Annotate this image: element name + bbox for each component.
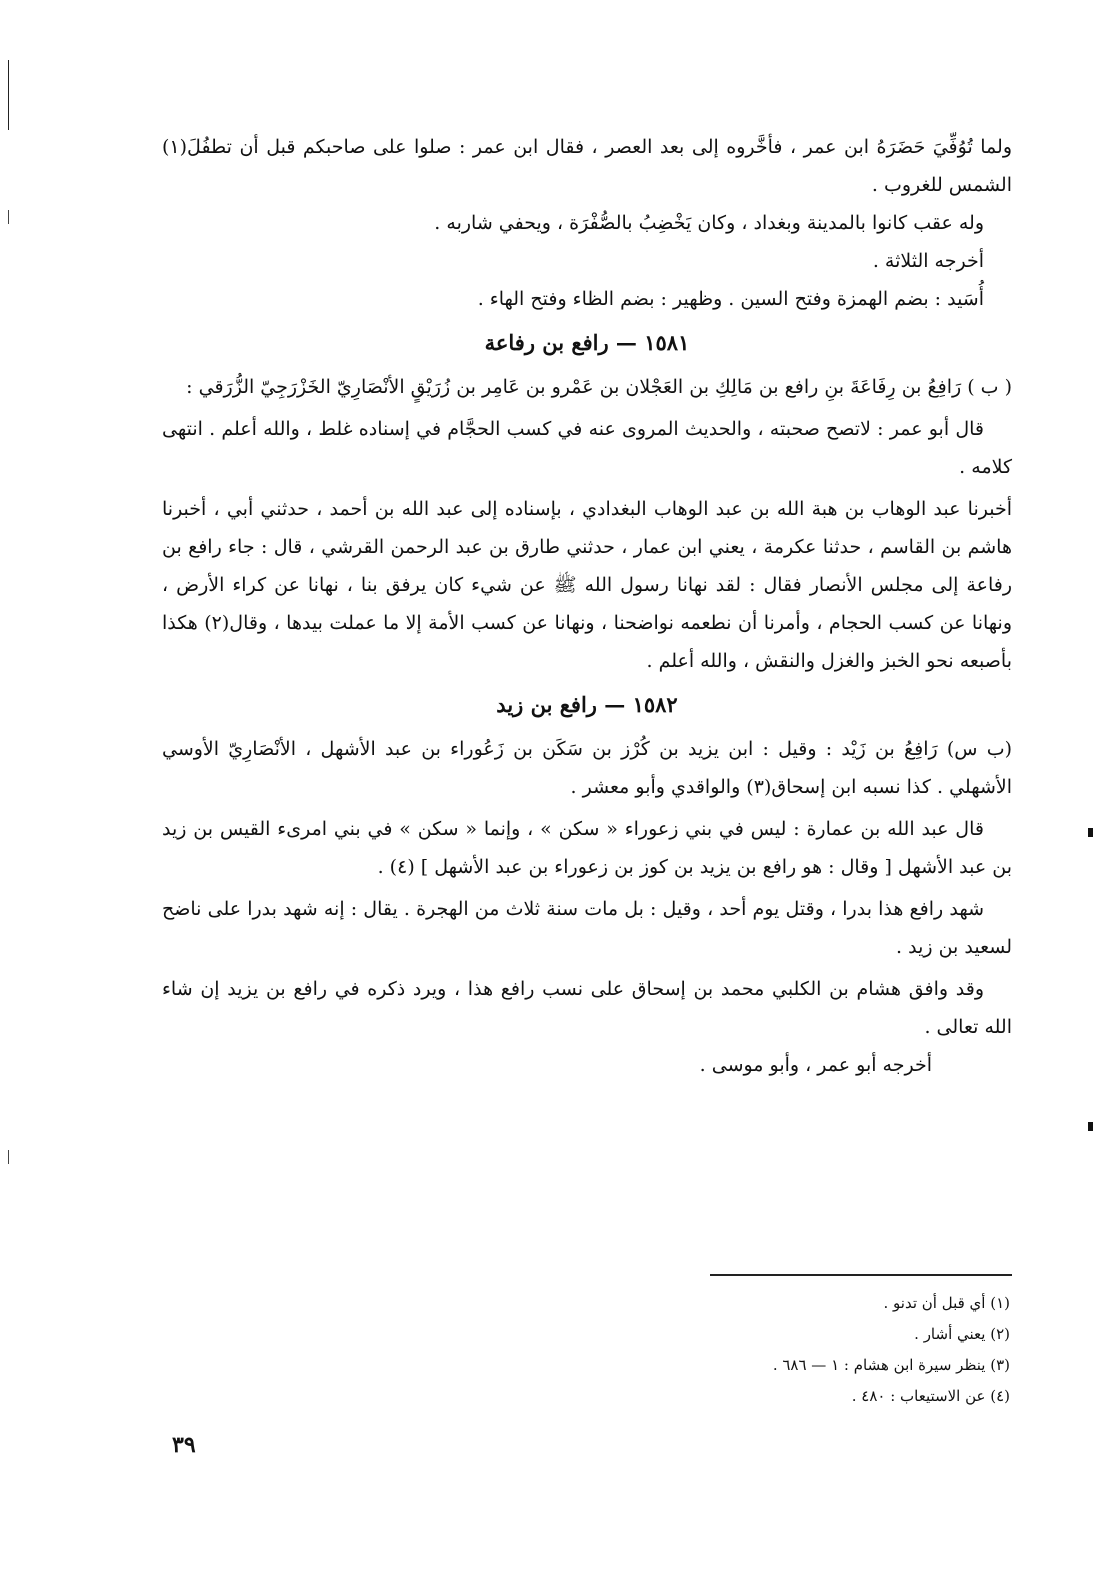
footnote: (٤) عن الاستيعاب : ٤٨٠ . xyxy=(851,1387,1010,1405)
footnote: (١) أي قبل أن تدنو . xyxy=(883,1294,1010,1312)
entry-heading: ١٥٨١ — رافع بن رفاعة xyxy=(484,330,690,355)
page-number: ٣٩ xyxy=(172,1432,196,1458)
scan-margin-line xyxy=(8,60,9,130)
scan-edge-mark xyxy=(1088,1122,1093,1131)
scan-edge-mark xyxy=(1088,828,1093,837)
paragraph: ( ب ) رَافِعُ بن رِفَاعَةَ بنِ رافع بن مَالِكِ بن العَجْلان بن عَمْرو بن عَامِر بن زُرَيْقٍ الأنْصَارِيّ الخَزْرَجِيّ الزُّرَقي : xyxy=(186,376,1012,398)
paragraph: (ب س) رَافِعُ بن زَيْد : وقيل : ابن يزيد بن كُرْز بن سَكَن بن زَعُوراء بن عبد الأشهل ، الأنْصَارِيّ الأوسي الأشهلي . كذا نسبه ابن إسحاق(٣) والواقدي وأبو معشر . xyxy=(162,738,1012,798)
paragraph: ولما تُوُفِّيَ حَضَرَهُ ابن عمر ، فأخَّروه إلى بعد العصر ، فقال ابن عمر : صلوا على صاحبكم قبل أن تطفُلَ(١) الشمس للغروب . xyxy=(162,136,1012,196)
footnotes xyxy=(640,1274,1010,1412)
footnote: (٢) يعني أشار . xyxy=(914,1325,1010,1343)
paragraph: وقد وافق هشام بن الكلبي محمد بن إسحاق على نسب رافع هذا ، ويرد ذكره في رافع بن يزيد إن شاء الله تعالى . xyxy=(162,978,1012,1038)
paragraph: أخرجه أبو عمر ، وأبو موسى . xyxy=(699,1054,932,1076)
paragraph: قال أبو عمر : لاتصح صحبته ، والحديث المروى عنه في كسب الحجَّام في إسناده غلط ، والله أعلم . انتهى كلامه . xyxy=(162,418,1012,478)
main-text xyxy=(162,128,1012,1084)
scan-margin-tick xyxy=(8,210,9,224)
paragraph: وله عقب كانوا بالمدينة وبغداد ، وكان يَخْضِبُ بالصُّفْرَة ، ويحفي شاربه . xyxy=(434,212,984,234)
entry-heading: ١٥٨٢ — رافع بن زيد xyxy=(496,692,678,717)
paragraph: أُسَيد : بضم الهمزة وفتح السين . وظهير : بضم الظاء وفتح الهاء . xyxy=(477,288,984,310)
paragraph: أخرجه الثلاثة . xyxy=(872,250,984,272)
paragraph: قال عبد الله بن عمارة : ليس في بني زعوراء « سكن » ، وإنما « سكن » في بني امرىء القيس بن زيد بن عبد الأشهل [ وقال : هو رافع بن يزيد بن كوز بن زعوراء بن عبد الأشهل ] (٤) . xyxy=(162,818,1012,878)
scan-margin-tick xyxy=(8,1150,9,1164)
footnote: (٣) ينظر سيرة ابن هشام : ١ — ٦٨٦ . xyxy=(772,1356,1010,1374)
paragraph: أخبرنا عبد الوهاب بن هبة الله بن عبد الوهاب البغدادي ، بإسناده إلى عبد الله بن أحمد ، حدثني أبي ، أخبرنا هاشم بن القاسم ، حدثنا عكرمة ، يعني ابن عمار ، حدثني طارق بن عبد الرحمن القرشي ، قال : جاء رافع بن رفاعة إلى مجلس الأنصار فقال : لقد نهانا رسول الله ﷺ عن شيء كان يرفق بنا ، نهانا عن كراء الأرض ، ونهانا عن كسب الحجام ، وأمرنا أن نطعمه نواضحنا ، ونهانا عن كسب الأمة إلا ما عملت بيدها ، وقال(٢) هكذا بأصبعه نحو الخبز والغزل والنقش ، والله أعلم . xyxy=(162,498,1012,672)
paragraph: شهد رافع هذا بدرا ، وقتل يوم أحد ، وقيل : بل مات سنة ثلاث من الهجرة . يقال : إنه شهد بدرا على ناضح لسعيد بن زيد . xyxy=(162,898,1012,958)
